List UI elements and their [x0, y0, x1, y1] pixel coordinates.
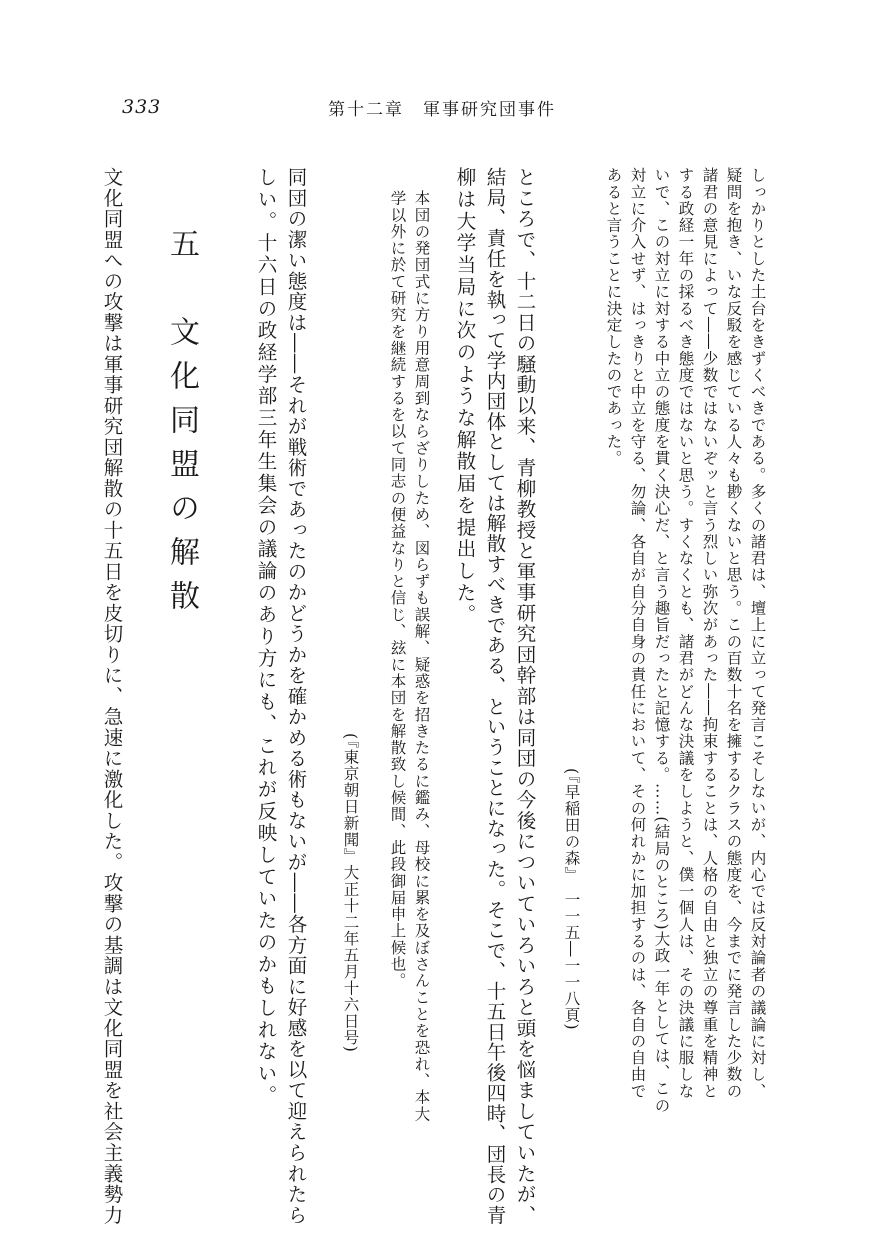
quote-line-2: 疑問を抱き、いな反駁を感じている人々も尠くないと思う。この百数十名を擁するクラスの態度を、今までに発言した少数の	[724, 167, 743, 1100]
quote-line-3: 諸君の意見によって――少数ではないぞッと言う烈しい弥次があった――拘束することは、人格の自由と独立の尊重を精神と	[700, 167, 719, 1100]
section-heading: 五 文化同盟の解散	[164, 228, 199, 624]
citation-asahi: (『東京朝日新聞』大正十二年五月十六日号)	[341, 733, 360, 1053]
quote-line-7: あると言うことに決定したのであった。	[604, 167, 623, 467]
notice-line-2: 学以外に於て研究を継続するを以て同志の便益なりと信じ、玆に本団を解散致し候間、此段御届申上候也。	[388, 190, 407, 990]
quote-line-4: する政経一年の採るべき態度ではないと思う。すくなくとも、諸君がどんな決議をしようと、僕一個人は、その決議に服しな	[676, 167, 695, 1100]
body-line-5: しい。十六日の政経学部三年生集会の議論のあり方にも、これが反映していたのかもしれない。	[254, 167, 278, 1107]
running-head: 第十二章 軍事研究団事件	[328, 100, 556, 120]
quote-line-1: しっかりとした土台をきずくべきである。多くの諸君は、壇上に立って発言こそしないが、内心では反対論者の議論に対し、	[748, 167, 767, 1100]
quote-line-6: 対立に介入せず、はっきりと中立を守る、勿論、各自が自分自身の責任において、その何れかに加担するのは、各自の自由で	[628, 167, 647, 1100]
body-line-4: 同団の潔い態度は――それが戦術であったのかどうかを確かめる術もないが――各方面に好感を以て迎えられたら	[284, 167, 308, 1226]
notice-line-1: 本団の発団式に方り用意周到ならざりしため、図らずも誤解、疑惑を招きたるに鑑み、母校に累を及ぼさんことを恐れ、本大	[412, 190, 431, 1123]
page-number: 333	[122, 96, 162, 118]
body-line-2: 結局、責任を執って学内団体としては解散すべきである、ということになった。そこで、十五日午後四時、団長の青	[483, 167, 507, 1226]
quote-line-5: いで、この対立に対する中立の態度を貫く決心だ、と言う趣旨だったと記憶する。……(結局のところ)大政一年としては、この	[652, 167, 671, 1114]
body-line-1: ところで、十二日の騒動以来、青柳教授と軍事研究団幹部は同団の今後についていろいろと頭を悩ましていたが、	[513, 167, 537, 1226]
body-line-3: 柳は大学当局に次のような解散届を提出した。	[453, 167, 477, 626]
citation-waseda: (『早稲田の森』 一一五―一一八頁)	[562, 768, 581, 1031]
body-line-6: 文化同盟への攻撃は軍事研究団解散の十五日を皮切りに、急速に激化した。攻撃の基調は文化同盟を社会主義勢力	[100, 167, 124, 1226]
